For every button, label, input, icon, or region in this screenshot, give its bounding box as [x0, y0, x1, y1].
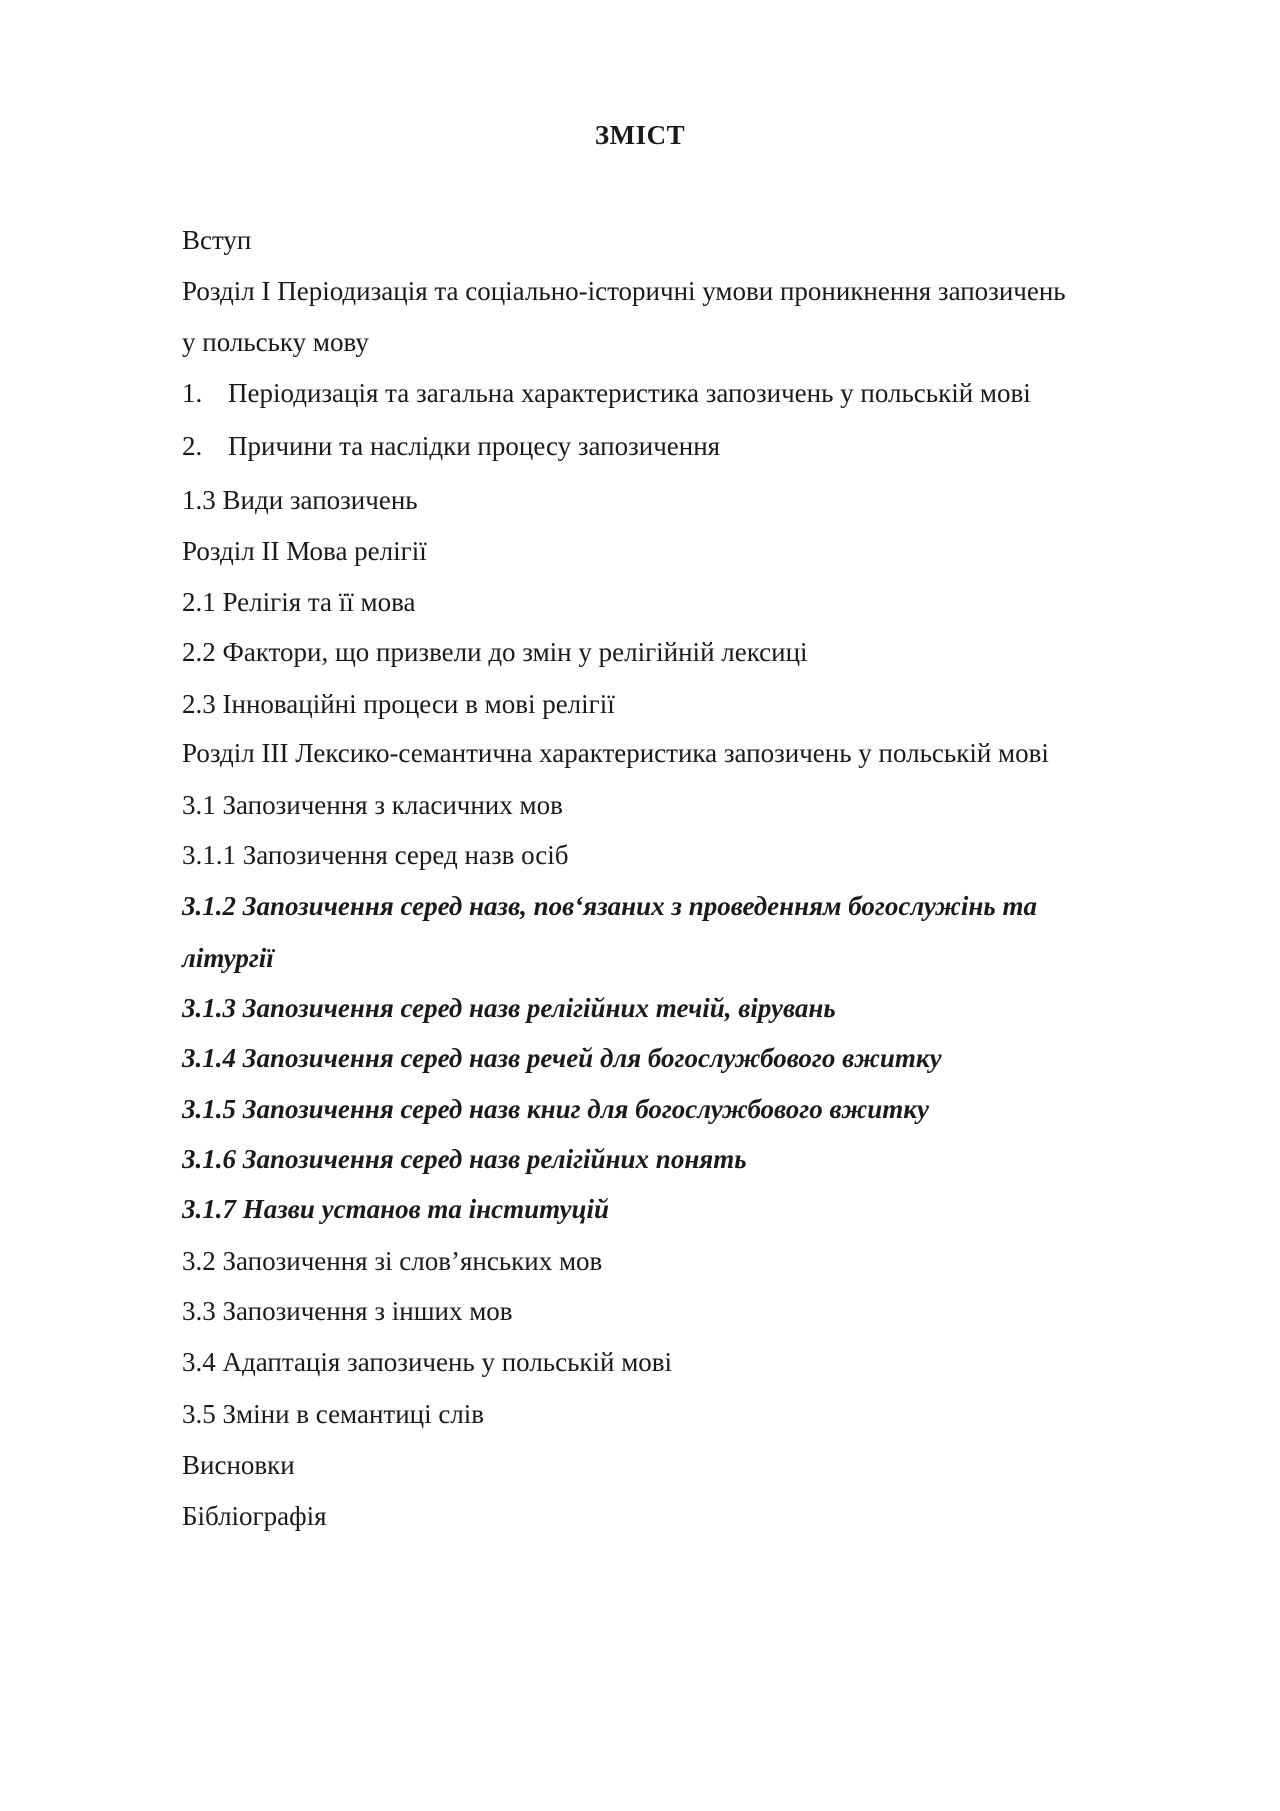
toc-entry-3-1-5: 3.1.5 Запозичення серед назв книг для богослужбового вжитку — [182, 1094, 929, 1124]
toc-entry-3-2: 3.2 Запозичення зі слов’янських мов — [182, 1246, 603, 1276]
toc-entry-2-2: 2.2 Фактори, що призвели до змін у релігійній лексиці — [182, 637, 808, 667]
toc-entry-introduction: Вступ — [182, 225, 252, 255]
toc-entry-conclusions: Висновки — [182, 1450, 295, 1480]
toc-entry-1-3: 1.3 Види запозичень — [182, 485, 418, 515]
toc-entry-text: Причини та наслідки процесу запозичення — [228, 431, 721, 461]
toc-entry-3-1: 3.1 Запозичення з класичних мов — [182, 790, 563, 820]
toc-entry-3-1-6: 3.1.6 Запозичення серед назв релігійних понять — [182, 1144, 747, 1174]
toc-entry-text: Періодизація та загальна характеристика запозичень у польській мові — [228, 378, 1031, 408]
toc-entry-2-1: 2.1 Релігія та її мова — [182, 587, 416, 617]
toc-entry-3-1-7: 3.1.7 Назви установ та інституцій — [182, 1194, 609, 1224]
toc-entry-bibliography: Бібліографія — [182, 1501, 327, 1531]
toc-entry-number: 1. — [182, 378, 203, 408]
toc-entry-3-1-4: 3.1.4 Запозичення серед назв речей для богослужбового вжитку — [182, 1043, 942, 1073]
toc-entry-3-1-2: 3.1.2 Запозичення серед назв, пов‘язаних з проведенням богослужінь та — [182, 891, 1037, 921]
toc-entry-3-1-3: 3.1.3 Запозичення серед назв релігійних течій, вірувань — [182, 993, 836, 1023]
toc-entry-2-3: 2.3 Інноваційні процеси в мові релігії — [182, 689, 615, 719]
page-title: ЗМІСТ — [594, 120, 686, 150]
toc-entry-1-2 — [182, 430, 720, 462]
toc-entry-chapter-1: Розділ І Періодизація та соціально-історичні умови проникнення запозичень — [182, 276, 1066, 306]
toc-entry-chapter-2: Розділ ІІ Мова релігії — [182, 536, 427, 566]
toc-entry-3-3: 3.3 Запозичення з інших мов — [182, 1296, 513, 1326]
toc-entry-chapter-1-continued: у польську мову — [182, 327, 369, 357]
toc-entry-1-1 — [182, 377, 1031, 409]
toc-entry-3-1-1: 3.1.1 Запозичення серед назв осіб — [182, 840, 569, 870]
toc-entry-3-4: 3.4 Адаптація запозичень у польській мові — [182, 1347, 673, 1377]
toc-entry-3-5: 3.5 Зміни в семантиці слів — [182, 1399, 485, 1429]
toc-entry-number: 2. — [182, 431, 203, 461]
toc-entry-chapter-3: Розділ ІІІ Лексико-семантична характеристика запозичень у польській мові — [182, 738, 1049, 768]
toc-entry-3-1-2-continued: літургії — [182, 943, 274, 973]
